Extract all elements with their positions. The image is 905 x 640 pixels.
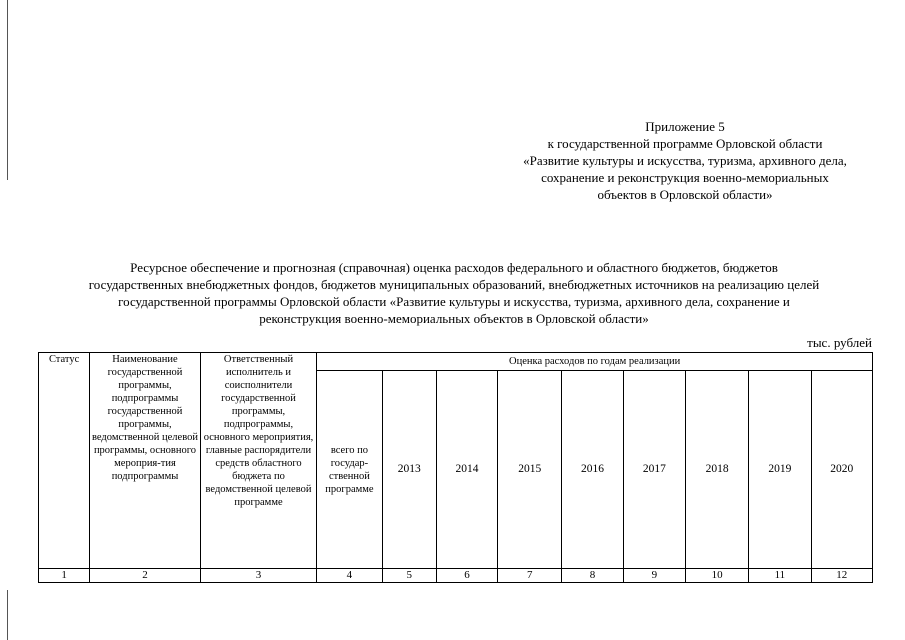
- appendix-block: [470, 118, 900, 203]
- column-number: 4: [317, 569, 382, 583]
- expense-table: [38, 352, 873, 583]
- header-year-2016: 2016: [562, 371, 623, 569]
- column-number-row: [39, 569, 873, 583]
- appendix-line: к государственной программе Орловской области: [547, 136, 823, 151]
- appendix-line: Приложение 5: [645, 119, 725, 134]
- column-number: 6: [436, 569, 497, 583]
- title-line: Ресурсное обеспечение и прогнозная (справочная) оценка расходов федерального и областного бюджетов, бюджетов: [130, 260, 778, 275]
- column-number: 2: [90, 569, 201, 583]
- header-year-2020: 2020: [811, 371, 872, 569]
- header-year-2013: 2013: [382, 371, 436, 569]
- header-year-2015: 2015: [498, 371, 562, 569]
- units-label: тыс. рублей: [807, 335, 872, 350]
- header-year-2018: 2018: [685, 371, 748, 569]
- column-number: 1: [39, 569, 90, 583]
- column-number: 5: [382, 569, 436, 583]
- title-line: реконструкция военно-мемориальных объектов в Орловской области»: [259, 311, 649, 326]
- header-year-2017: 2017: [623, 371, 685, 569]
- header-expenses-group: Оценка расходов по годам реализации: [317, 353, 873, 371]
- document-title: [30, 259, 878, 327]
- column-number: 8: [562, 569, 623, 583]
- header-total: всего по государ-ственной программе: [317, 371, 382, 569]
- column-number: 3: [200, 569, 317, 583]
- left-margin-line: [7, 0, 8, 180]
- appendix-line: «Развитие культуры и искусства, туризма, архивного дела,: [523, 153, 847, 168]
- header-year-2019: 2019: [749, 371, 811, 569]
- header-status: Статус: [39, 353, 90, 569]
- column-number: 9: [623, 569, 685, 583]
- column-number: 10: [685, 569, 748, 583]
- title-line: государственных внебюджетных фондов, бюджетов муниципальных образований, внебюджетных источников на реализацию целей: [88, 277, 820, 292]
- header-name: Наименование государственной программы, подпрограммы государственной программы, ведомственной целевой программы, основного мероприя-тия подпрограммы: [90, 353, 201, 569]
- header-year-2014: 2014: [436, 371, 497, 569]
- appendix-line: объектов в Орловской области»: [597, 187, 773, 202]
- column-number: 11: [749, 569, 811, 583]
- column-number: 7: [498, 569, 562, 583]
- left-margin-line-lower: [7, 590, 8, 640]
- appendix-line: сохранение и реконструкция военно-мемориальных: [541, 170, 829, 185]
- title-line: государственной программы Орловской области «Развитие культуры и искусства, туризма, архивного дела, сохранение и: [118, 294, 790, 309]
- header-responsible: Ответственный исполнитель и соисполнители государственной программы, подпрограммы, основного мероприятия, главные распорядители средств областного бюджета по ведомственной целевой программе: [200, 353, 317, 569]
- column-number: 12: [811, 569, 872, 583]
